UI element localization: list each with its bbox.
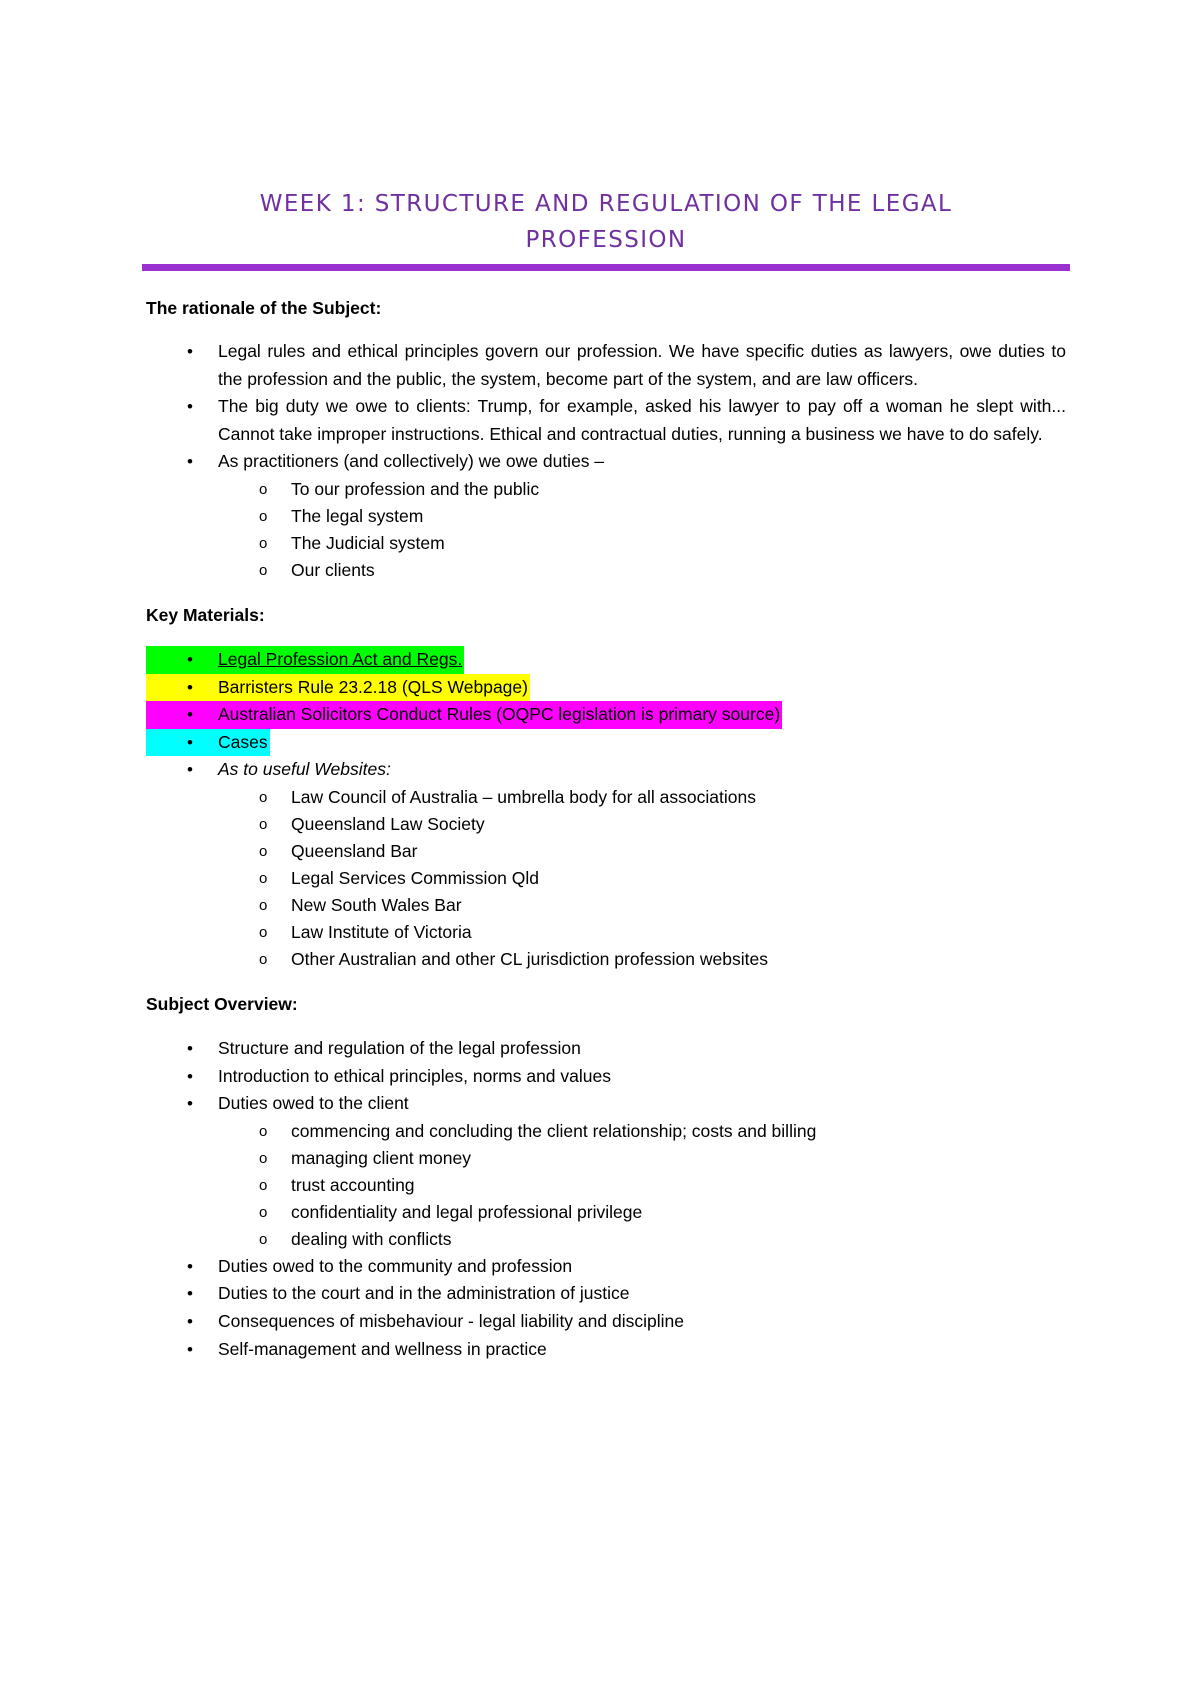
sub-list-item: o New South Wales Bar [146,892,1066,919]
sub-list-item: o The Judicial system [146,530,1066,557]
sub-list-item: o confidentiality and legal professional privilege [146,1199,1066,1226]
sub-list-item: o Queensland Law Society [146,811,1066,838]
list-item [146,646,1066,674]
list-item: • Legal rules and ethical principles govern our profession. We have specific duties as lawyers, owe duties to the profession and the public, the system, become part of the system, and are law officers. [146,338,1066,393]
rationale-heading: The rationale of the Subject: [146,298,382,318]
client-duties-sublist [218,1118,1066,1253]
list-item: • Duties owed to the client o commencing and concluding the client relationship; costs and billing o managing client money o trust accounting o confidentiality and legal professional privilege o dealing with conflicts [146,1090,1066,1253]
list-item: • Introduction to ethical principles, norms and values [146,1063,1066,1091]
overview-heading: Subject Overview: [146,993,298,1014]
list-item: • Duties owed to the community and profession [146,1253,1066,1281]
title-line-1: WEEK 1: STRUCTURE AND REGULATION OF THE LEGAL [259,191,953,217]
sub-list-item: o trust accounting [146,1172,1066,1199]
sub-list-item: o Our clients [146,557,1066,584]
list-item: • As to useful Websites: o Law Council of Australia – umbrella body for all associations o Queensland Law Society o Queensland Bar o Legal Services Commission Qld o New South Wales Bar o Law Institute of Victoria o Other Australian and other CL jurisdiction profession websites [146,756,1066,973]
sub-list-item: o managing client money [146,1145,1066,1172]
list-item: • As practitioners (and collectively) we owe duties – o To our profession and the public o The legal system o The Judicial system o Our clients [146,448,1066,584]
sub-list-item: o Law Council of Australia – umbrella body for all associations [146,784,1066,811]
highlighted-material: Legal Profession Act and Regs. [146,646,464,674]
highlighted-material: Barristers Rule 23.2.18 (QLS Webpage) [146,674,530,702]
list-item: • Duties to the court and in the administration of justice [146,1280,1066,1308]
title-line-2: PROFESSION [525,227,687,253]
list-item: • Self-management and wellness in practice [146,1336,1066,1364]
document-title [146,186,1066,258]
list-item [146,729,1066,757]
highlighted-material: Australian Solicitors Conduct Rules (OQPC legislation is primary source) [146,701,782,729]
sub-list-item: o The legal system [146,503,1066,530]
list-item [146,701,1066,729]
highlighted-material: Cases [146,729,270,757]
duties-sublist [218,476,1066,584]
sub-list-item: o Other Australian and other CL jurisdiction profession websites [146,946,1066,973]
overview-list [146,1035,1066,1363]
sub-list-item: o dealing with conflicts [146,1226,1066,1253]
list-item: • Consequences of misbehaviour - legal liability and discipline [146,1308,1066,1336]
sub-list-item: o Legal Services Commission Qld [146,865,1066,892]
sub-list-item: o Law Institute of Victoria [146,919,1066,946]
websites-sublist [218,784,1066,973]
sub-list-item: o Queensland Bar [146,838,1066,865]
key-materials-list [146,646,1066,973]
key-materials-heading: Key Materials: [146,604,265,625]
sub-list-item: o To our profession and the public [146,476,1066,503]
sub-list-item: o commencing and concluding the client relationship; costs and billing [146,1118,1066,1145]
list-item [146,674,1066,702]
title-underline-rule [142,264,1070,271]
rationale-list [146,338,1066,584]
list-item: • Structure and regulation of the legal profession [146,1035,1066,1063]
document-content [146,186,1066,1363]
list-item: • The big duty we owe to clients: Trump, for example, asked his lawyer to pay off a woman he slept with... Cannot take improper instructions. Ethical and contractual duties, running a business we have to do safely. [146,393,1066,448]
